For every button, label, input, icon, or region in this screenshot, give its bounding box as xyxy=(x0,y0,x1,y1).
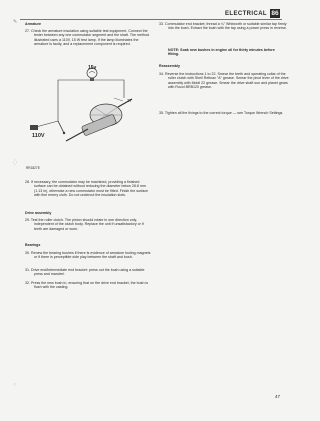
section-number-badge: 86 xyxy=(271,10,279,17)
paragraph-28: 28. If necessary, the commutator may be machined, providing a finished surface can be obtained without reducing the diameter below 28.8 mm (1.13 in), otherwise a new commutator must be fitted. Finish the surface with fine emery cloth. Do not undercut the insulation slots. xyxy=(25,180,149,197)
figure-caption: RR1827E xyxy=(26,166,40,170)
paragraph-27: 27. Check the armature insulation using suitable test equipment. Connect the tester between any one commutator segment and the shaft. The method illustrated uses a 110V, 15 W test lamp. If the lamp illuminates the armature is faulty, and a replacement component is required. xyxy=(25,29,150,46)
drive-assembly-heading: Drive assembly xyxy=(25,211,52,215)
bearings-heading: Bearings xyxy=(25,243,41,247)
margin-mark-icon: ⁖ xyxy=(13,382,16,388)
paragraph-32: 32. Press the new bush in, ensuring that on the drive end bracket, the bush is flush with the casting. xyxy=(25,281,149,290)
paragraph-35: 35. Tighten all the fixings to the correct torque — see Torque Wrench Settings. xyxy=(159,111,284,115)
margin-mark-icon: ⁛ xyxy=(13,160,17,166)
section-title: ELECTRICAL xyxy=(225,11,267,17)
paragraph-33: 33. Commutator end bracket; thread a ¼" Whitworth or suitable similar tap firmly into the bush. Extract the bush with the tap using a power press in reverse. xyxy=(159,22,287,31)
figure-label-110v: 110V xyxy=(32,133,45,139)
reassembly-heading: Reassembly xyxy=(159,64,180,68)
note: NOTE: Soak new bushes in engine oil for thirty minutes before fitting. xyxy=(168,48,275,57)
armature-heading: Armature xyxy=(25,22,41,26)
figure-label-27: 27 xyxy=(127,98,133,103)
paragraph-30: 30. Renew the bearing bushes if there is evidence of armature fouling magnets or if there is perceptible side play between the shaft and bush. xyxy=(25,251,151,260)
plug-icon xyxy=(30,125,38,130)
margin-mark-icon: ✎ xyxy=(13,19,18,25)
header-rule xyxy=(20,19,282,20)
paragraph-31: 31. Drive end/intermediate end bracket: press out the bush using a suitable press and mandrel. xyxy=(25,268,145,277)
page-number: 47 xyxy=(274,394,280,399)
paragraph-34: 34. Reverse the instructions 1 to 22. Smear the teeth and operating collar of the roller clutch with Shell Retinax "A" grease. Smear the pivot lever of the drive assembly with Mobil 22 grease. Smear the drive shaft sun and planet gears with Rocol BRB120 grease. xyxy=(159,72,289,89)
armature-icon xyxy=(66,99,132,141)
figure-label-15v: 15v xyxy=(88,65,97,71)
paragraph-29: 29. Test the roller clutch. The pinion should rotate in one direction only, independent of the clutch body. Replace the unit if unsatisfactory or if teeth are damaged or worn. xyxy=(25,218,144,231)
armature-test-figure xyxy=(28,63,146,161)
